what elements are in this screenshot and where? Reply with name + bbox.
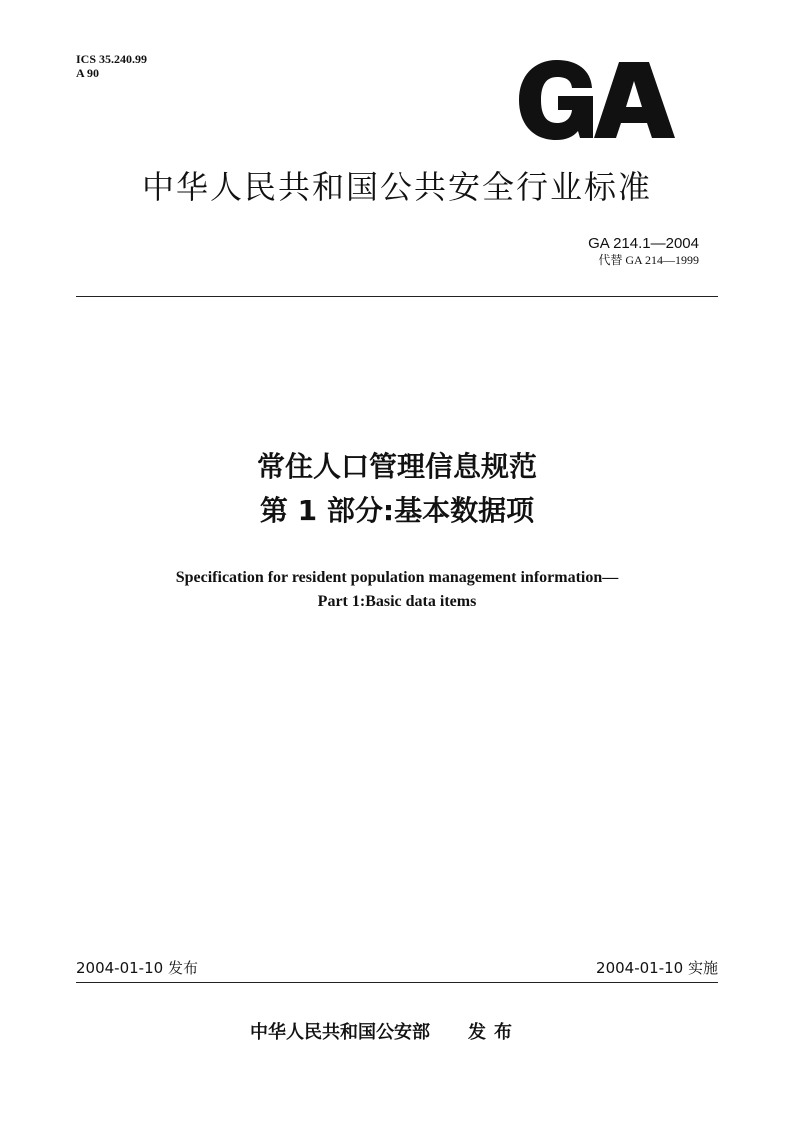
classification-codes <box>76 52 147 80</box>
standard-number: GA 214.1—2004 <box>588 235 699 252</box>
document-title-cn-line1: 常住人口管理信息规范 <box>256 450 537 483</box>
issue-date: 2004-01-10 发布 <box>76 959 198 977</box>
document-title-en-line2: Part 1:Basic data items <box>317 593 477 610</box>
ga-logo-letter-a <box>594 62 675 138</box>
issuer-name: 中华人民共和国公安部 <box>250 1022 430 1043</box>
implementation-date: 2004-01-10 实施 <box>596 959 718 977</box>
ga-logo-letter-g <box>519 60 593 140</box>
standard-category-title: 中华人民共和国公共安全行业标准 <box>141 168 652 206</box>
header-divider <box>76 296 718 297</box>
ga-logo <box>519 60 675 140</box>
footer-divider <box>76 982 718 983</box>
replaces-standard: 代替 GA 214—1999 <box>598 253 699 267</box>
issuing-authority <box>250 1020 520 1046</box>
document-title-english <box>76 566 718 614</box>
document-title-cn-line2: 第 1 部分:基本数据项 <box>259 494 535 527</box>
ccs-code: A 90 <box>76 66 100 80</box>
standard-number-block <box>588 235 699 267</box>
document-title-chinese <box>76 445 718 533</box>
ics-code: ICS 35.240.99 <box>76 52 148 66</box>
document-title-en-line1: Specification for resident population management information— <box>175 569 619 586</box>
issuer-action: 发布 <box>468 1022 520 1043</box>
